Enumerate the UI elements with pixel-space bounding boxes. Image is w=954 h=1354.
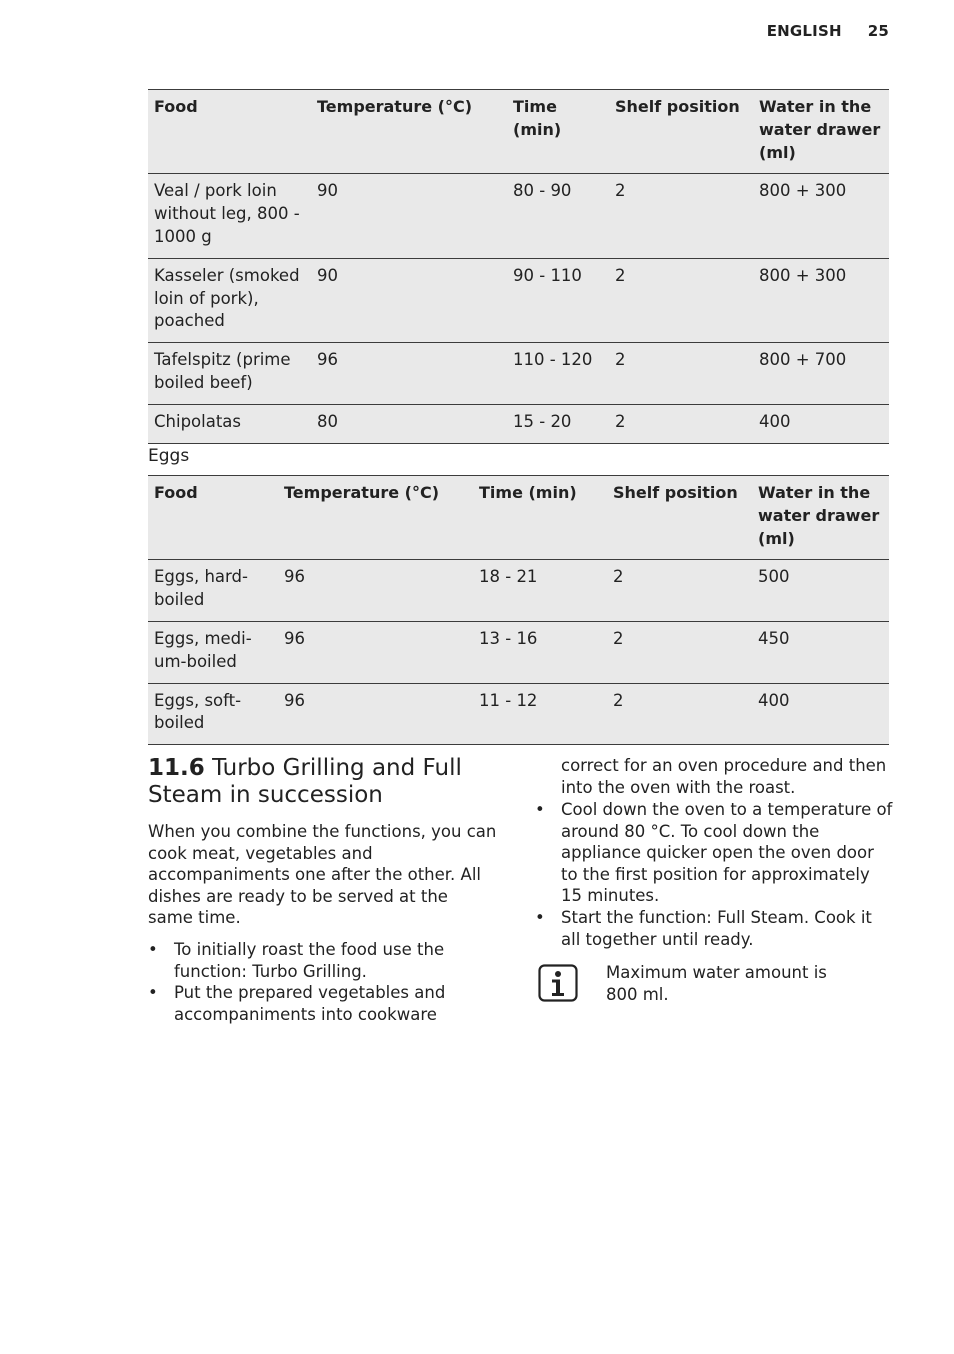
page-header xyxy=(767,22,889,40)
list-item xyxy=(535,799,895,907)
bullet-icon: • xyxy=(148,983,158,1003)
cell-temperature: 96 xyxy=(278,683,473,745)
table-row xyxy=(148,343,889,405)
cell-temperature: 96 xyxy=(278,560,473,622)
bullet-icon: • xyxy=(535,907,545,927)
cell-food: Eggs, hard-boiled xyxy=(148,560,278,622)
eggs-cooking-table xyxy=(148,475,889,745)
bullet-icon: • xyxy=(148,940,158,959)
cell-shelf: 2 xyxy=(609,343,753,405)
cell-water: 450 xyxy=(752,621,889,683)
note-text: Maximum water amount is 800 ml. xyxy=(606,963,827,1004)
cell-temperature: 90 xyxy=(311,258,507,342)
list-item-text: Start the function: Full Steam. Cook it all together until ready. xyxy=(561,907,872,949)
cell-shelf: 2 xyxy=(609,174,753,258)
cell-temperature: 90 xyxy=(311,174,507,258)
cell-temperature: 96 xyxy=(311,343,507,405)
bullet-list-right xyxy=(535,799,895,950)
cell-time: 11 - 12 xyxy=(473,683,607,745)
cell-shelf: 2 xyxy=(609,404,753,443)
eggs-table-caption: Eggs xyxy=(148,446,190,466)
table-row xyxy=(148,560,889,622)
cell-water: 400 xyxy=(752,683,889,745)
cell-time: 18 - 21 xyxy=(473,560,607,622)
cell-temperature: 80 xyxy=(311,404,507,443)
meat-cooking-table xyxy=(148,89,889,444)
column-header-water: Water in the water drawer (ml) xyxy=(753,90,889,174)
column-header-food: Food xyxy=(148,90,311,174)
cell-food: Tafelspitz (prime boiled beef) xyxy=(148,343,311,405)
bullet-icon: • xyxy=(535,800,545,819)
table-row xyxy=(148,174,889,258)
cell-water: 400 xyxy=(753,404,889,443)
table-row xyxy=(148,404,889,443)
table-header-row xyxy=(148,90,889,174)
header-language: ENGLISH xyxy=(766,22,842,40)
info-icon xyxy=(538,964,578,1002)
table-row xyxy=(148,621,889,683)
cell-time: 110 - 120 xyxy=(507,343,609,405)
list-item-text: Put the prepared vegetables and accompaniments into cookware xyxy=(174,983,446,1024)
header-page-number: 25 xyxy=(867,22,889,40)
cell-food: Eggs, soft-boiled xyxy=(148,683,278,745)
bullet-list-left xyxy=(148,939,498,1025)
column-header-temperature: Temperature (°C) xyxy=(278,476,473,560)
cell-time: 80 - 90 xyxy=(507,174,609,258)
column-header-food: Food xyxy=(148,476,278,560)
table-header-row xyxy=(148,476,889,560)
cell-shelf: 2 xyxy=(609,258,753,342)
list-item xyxy=(535,907,895,950)
cell-food: Chipolatas xyxy=(148,404,311,443)
column-header-time: Time (min) xyxy=(507,90,609,174)
bullet-continuation: correct for an oven procedure and then into the oven with the roast. xyxy=(561,756,887,797)
cell-time: 13 - 16 xyxy=(473,621,607,683)
cell-shelf: 2 xyxy=(607,560,752,622)
cell-water: 800 + 300 xyxy=(753,258,889,342)
cell-water: 500 xyxy=(752,560,889,622)
section-title: Turbo Grilling and Full Steam in succession xyxy=(148,755,462,808)
cell-food: Kasseler (smoked loin of pork), poached xyxy=(148,258,311,342)
list-item-text: To initially roast the food use the function: Turbo Grilling. xyxy=(174,940,445,981)
cell-water: 800 + 700 xyxy=(753,343,889,405)
cell-shelf: 2 xyxy=(607,621,752,683)
column-header-water: Water in the water drawer (ml) xyxy=(752,476,889,560)
cell-time: 15 - 20 xyxy=(507,404,609,443)
list-item xyxy=(148,939,498,982)
section-intro: When you combine the functions, you can cook meat, vegetables and accompaniments one after the other. All dishes are ready to be served at the same time. xyxy=(148,822,497,928)
list-item xyxy=(148,982,498,1025)
cell-shelf: 2 xyxy=(607,683,752,745)
column-header-temperature: Temperature (°C) xyxy=(311,90,507,174)
cell-time: 90 - 110 xyxy=(507,258,609,342)
cell-water: 800 + 300 xyxy=(753,174,889,258)
column-header-time: Time (min) xyxy=(473,476,607,560)
table-row xyxy=(148,258,889,342)
table-row xyxy=(148,683,889,745)
list-item-text: Cool down the oven to a temperature of around 80 °C. To cool down the appliance quicker open the oven door to the first position for approximately 15 minutes. xyxy=(561,800,893,906)
section-number: 11.6 xyxy=(148,755,205,781)
cell-food: Veal / pork loin without leg, 800 - 1000 g xyxy=(148,174,311,258)
column-header-shelf: Shelf position xyxy=(609,90,753,174)
info-note xyxy=(538,962,888,1005)
section-heading xyxy=(148,755,498,809)
column-header-shelf: Shelf position xyxy=(607,476,752,560)
cell-food: Eggs, medi-um-boiled xyxy=(148,621,278,683)
cell-temperature: 96 xyxy=(278,621,473,683)
